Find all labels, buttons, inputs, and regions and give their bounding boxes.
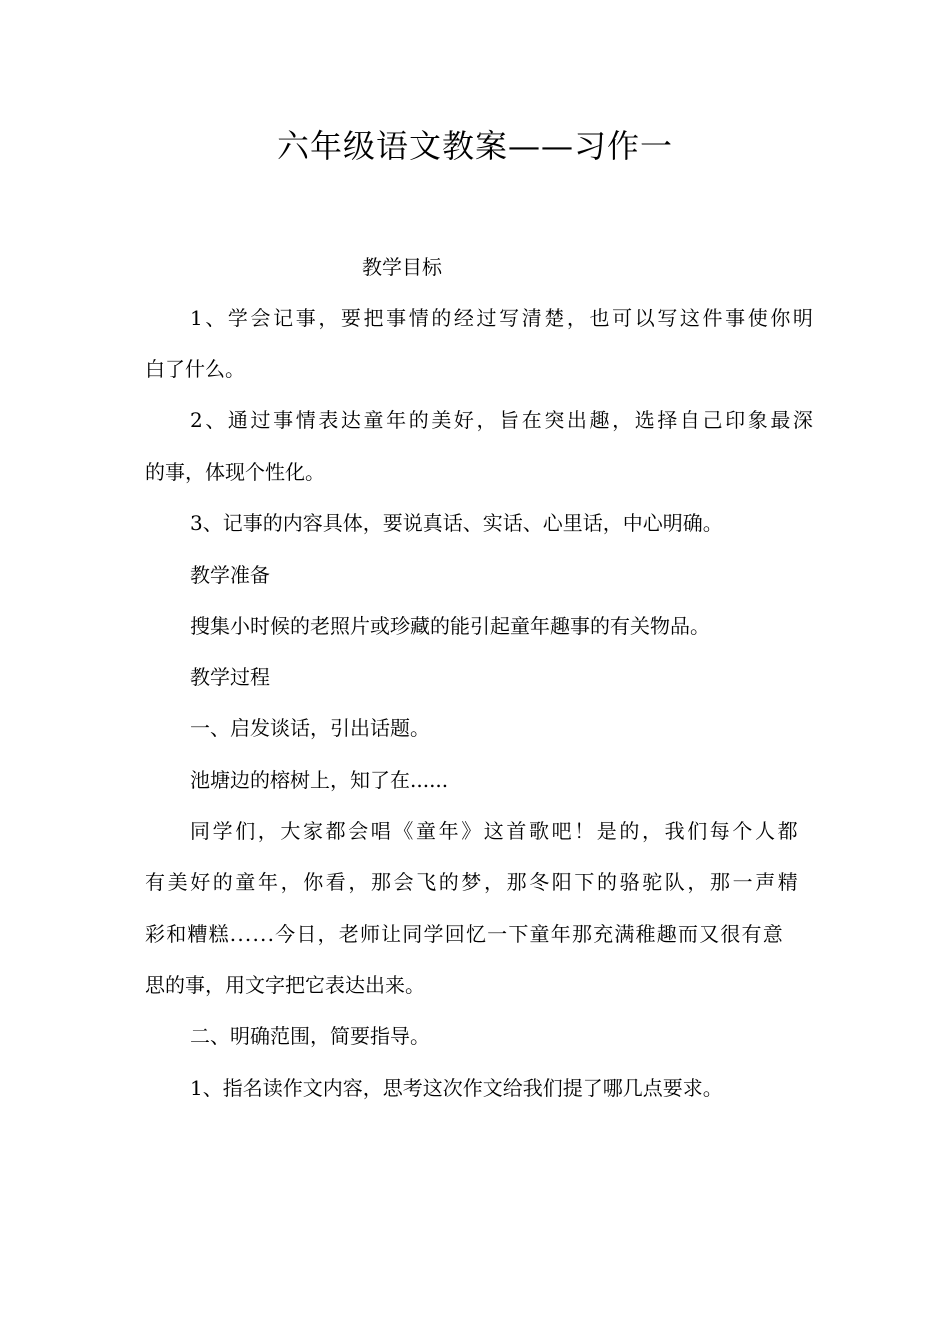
- paragraph-line: 1、指名读作文内容，思考这次作文给我们提了哪几点要求。: [190, 1076, 723, 1100]
- paragraph-line: 同学们，大家都会唱《童年》这首歌吧！是的，我们每个人都: [190, 819, 801, 843]
- paragraph-line: 搜集小时候的老照片或珍藏的能引起童年趣事的有关物品。: [190, 614, 710, 638]
- section-heading-teaching-process: 教学过程: [190, 665, 270, 689]
- paragraph-line: 二、明确范围，简要指导。: [190, 1024, 430, 1048]
- paragraph-line: 1、学会记事，要把事情的经过写清楚，也可以写这件事使你明: [190, 306, 816, 330]
- paragraph-line: 一、启发谈话，引出话题。: [190, 716, 430, 740]
- paragraph-line: 的事，体现个性化。: [145, 460, 325, 484]
- paragraph-line: 白了什么。: [145, 357, 245, 381]
- section-heading-teaching-preparation: 教学准备: [190, 563, 270, 587]
- paragraph-line: 2、通过事情表达童年的美好，旨在突出趣，选择自己印象最深: [190, 408, 816, 432]
- document-title: 六年级语文教案——习作一: [276, 127, 673, 165]
- paragraph-line: 3、记事的内容具体，要说真话、实话、心里话，中心明确。: [190, 511, 723, 535]
- section-heading-teaching-goals: 教学目标: [362, 255, 442, 279]
- paragraph-line: 彩和糟糕......今日，老师让同学回忆一下童年那充满稚趣而又很有意: [145, 922, 784, 946]
- paragraph-line: 思的事，用文字把它表达出来。: [145, 973, 425, 997]
- paragraph-line: 有美好的童年，你看，那会飞的梦，那冬阳下的骆驼队，那一声精: [145, 870, 801, 894]
- paragraph-line: 池塘边的榕树上，知了在......: [190, 768, 449, 792]
